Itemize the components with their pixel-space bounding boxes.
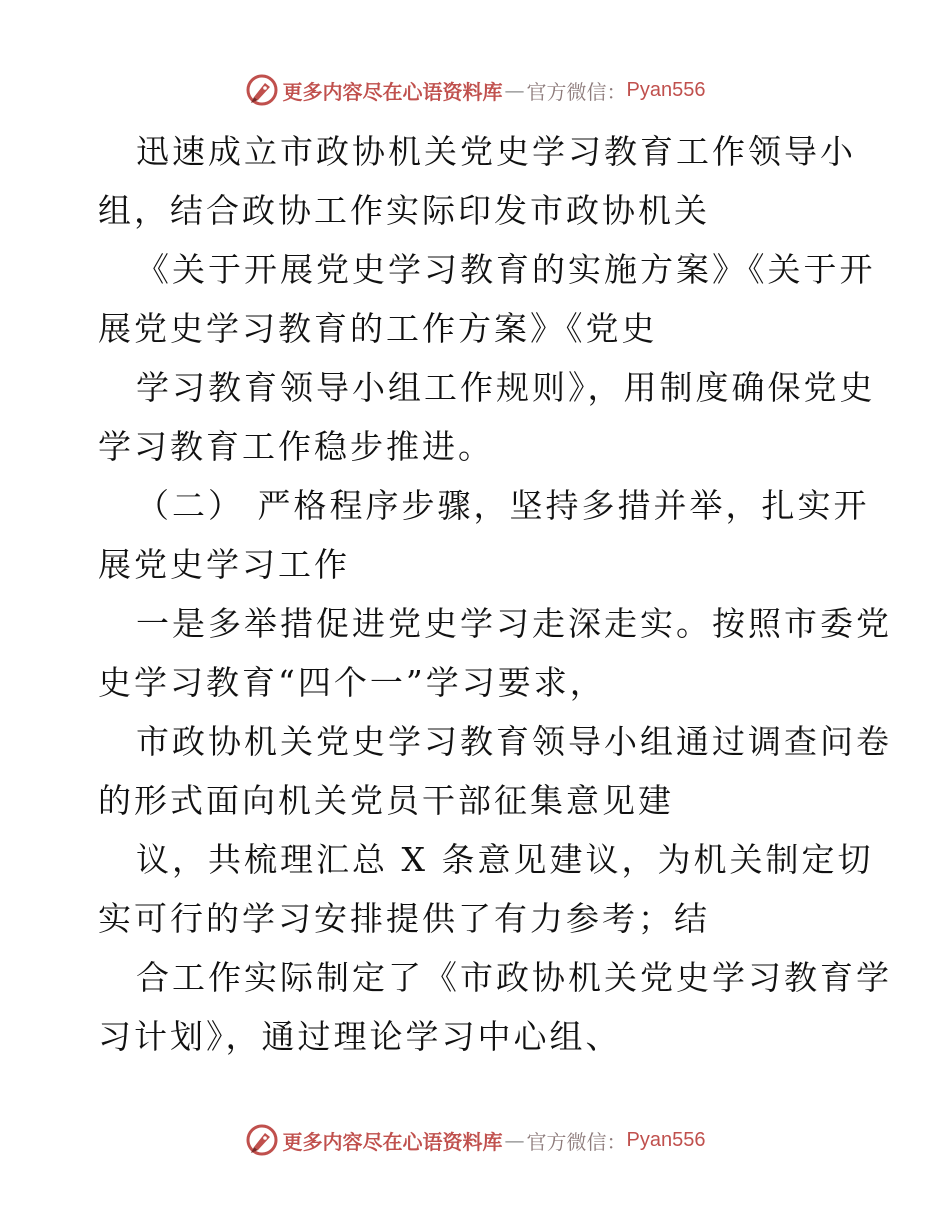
section-heading-line-2: 展党史学习工作	[98, 545, 350, 584]
header-watermark	[0, 70, 950, 110]
watermark-wechat-id: Pyan556	[626, 78, 706, 101]
paragraph-2-line-1: 《关于开展党史学习教育的实施方案》《关于开	[136, 250, 876, 289]
paragraph-6-line-2: 的形式面向机关党员干部征集意见建	[98, 781, 674, 820]
footer-watermark	[0, 1120, 950, 1160]
paragraph-3-line-1: 学习教育领导小组工作规则》，用制度确保党史	[136, 368, 876, 407]
paragraph-8-line-1: 合工作实际制定了《市政协机关党史学习教育学	[136, 958, 892, 997]
paragraph-3-line-2: 学习教育工作稳步推进。	[98, 427, 494, 466]
paragraph-1-line-2: 组，结合政协工作实际印发市政协机关	[98, 191, 710, 230]
paragraph-5-line-2: 史学习教育“四个一”学习要求，	[98, 663, 606, 702]
watermark-separator: —	[504, 1128, 525, 1152]
paragraph-6-line-1: 市政协机关党史学习教育领导小组通过调查问卷	[136, 722, 892, 761]
watermark-official-label: 官方微信：	[526, 79, 627, 104]
paragraph-5-line-1: 一是多举措促进党史学习走深走实。按照市委党	[136, 604, 892, 643]
pen-nib-logo-icon	[245, 73, 279, 107]
section-heading-line-1: （二） 严格程序步骤，坚持多措并举，扎实开	[136, 486, 870, 525]
watermark-wechat-id: Pyan556	[626, 1128, 706, 1151]
paragraph-2-line-2: 展党史学习教育的工作方案》《党史	[98, 309, 658, 348]
watermark-text: 更多内容尽在心语资料库	[282, 79, 503, 104]
document-body	[98, 122, 892, 1066]
watermark-separator: —	[504, 78, 525, 102]
watermark-official-label: 官方微信：	[526, 1129, 627, 1154]
watermark-text: 更多内容尽在心语资料库	[282, 1129, 503, 1154]
paragraph-7-line-1: 议，共梳理汇总 X 条意见建议，为机关制定切	[136, 840, 874, 879]
paragraph-7-line-2: 实可行的学习安排提供了有力参考；结	[98, 899, 710, 938]
paragraph-8-line-2: 习计划》，通过理论学习中心组、	[98, 1017, 622, 1056]
paragraph-1-line-1: 迅速成立市政协机关党史学习教育工作领导小	[136, 132, 856, 171]
pen-nib-logo-icon	[245, 1123, 279, 1157]
